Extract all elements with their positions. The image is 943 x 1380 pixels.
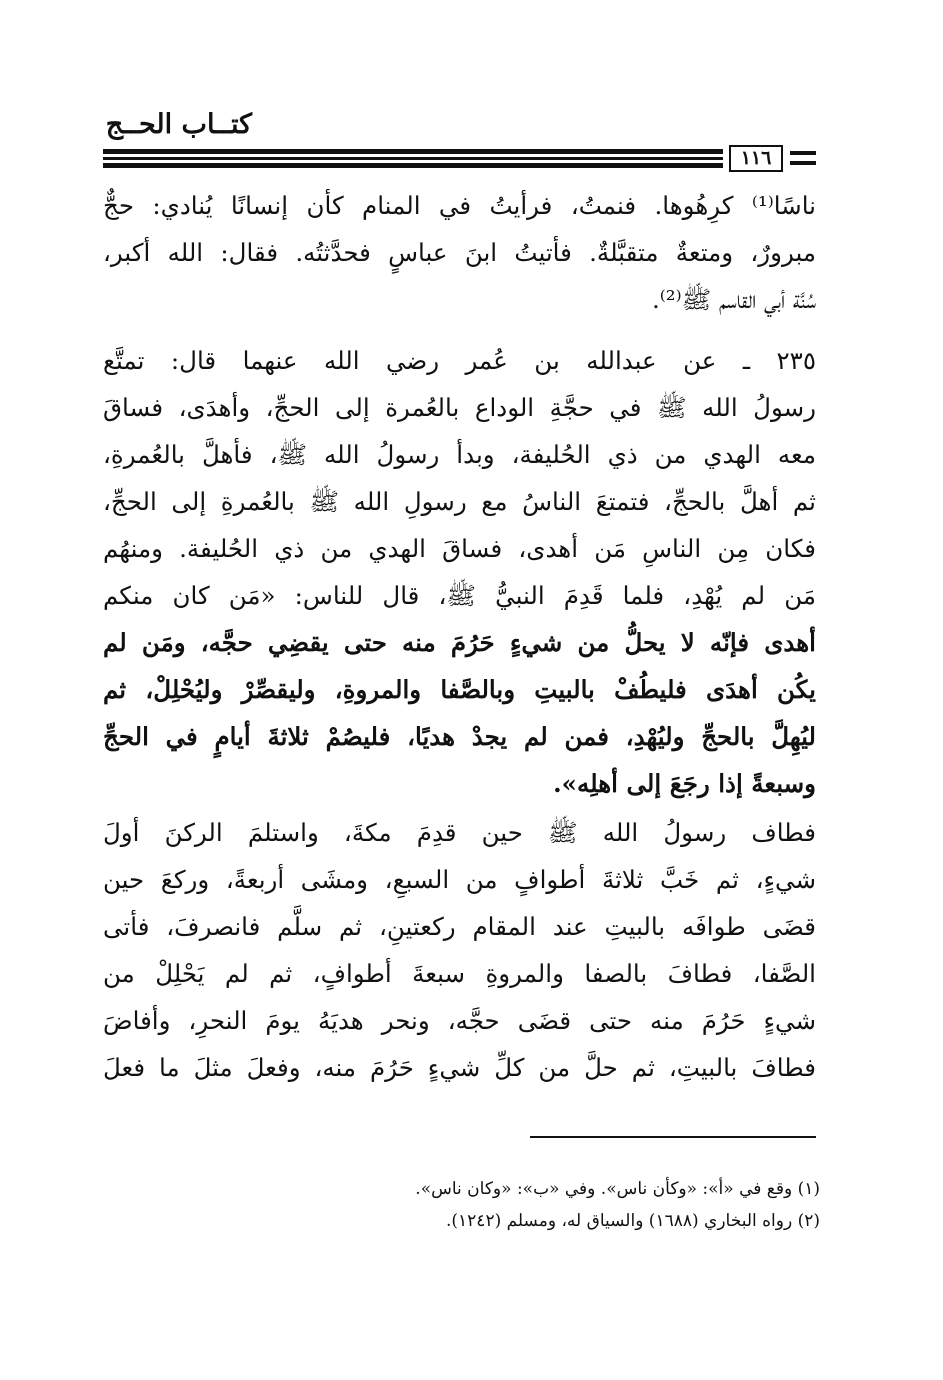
text-line-bold: أهدى فإنّه لا يحلُّ من شيءٍ حَرُمَ منه حتى يقضِي حجَّه، ومَن لم: [103, 628, 816, 657]
footnotes: [300, 1173, 820, 1237]
text-line: مبرورٌ، ومتعةٌ متقبَّلةٌ. فأتيتُ ابنَ عباسٍ فحدَّثتُه. فقال: الله أكبر،: [103, 238, 816, 267]
footnote-divider: [530, 1136, 816, 1138]
header-rule-bottom: [103, 163, 723, 168]
footnote-1: (١) وقع في «أ»: «وكأن ناس». وفي «ب»: «وكان ناس».: [415, 1179, 820, 1199]
text-line: سُنَّة أبي القاسم ﷺ⁽²⁾.: [651, 285, 816, 314]
text-line-bold: ليُهِلَّ بالحجِّ وليُهْدِ، فمن لم يجدْ هديًا، فليصُمْ ثلاثةَ أيامٍ في الحجِّ: [103, 722, 816, 751]
header-ornament-dash: [790, 161, 816, 165]
text-line: مَن لم يُهْدِ، فلما قَدِمَ النبيُّ ﷺ، قال للناس: «مَن كان منكم: [103, 581, 816, 610]
text-line: ثم أهلَّ بالحجِّ، فتمتعَ الناسُ مع رسولِ الله ﷺ بالعُمرةِ إلى الحجِّ،: [103, 487, 816, 516]
text-line: الصَّفا، فطافَ بالصفا والمروةِ سبعةَ أطوافٍ، ثم لم يَحْلِلْ من: [103, 959, 816, 988]
text-line: معه الهدي من ذي الحُليفة، وبدأ رسولُ الله ﷺ، فأهلَّ بالعُمرةِ،: [103, 440, 816, 469]
footnote-2: (٢) رواه البخاري (١٦٨٨) والسياق له، ومسلم (١٢٤٢).: [446, 1211, 820, 1231]
text-line: شيءٍ حَرُمَ منه حتى قضَى حجَّه، ونحر هديَهُ يومَ النحرِ، وأفاضَ: [103, 1006, 816, 1035]
text-line: ناسًا⁽¹⁾ كرِهُوها. فنمتُ، فرأيتُ في المنام كأن إنسانًا يُنادي: حجٌّ: [103, 191, 816, 220]
paragraph-3: [103, 809, 816, 1091]
text-line-bold: وسبعةً إذا رجَعَ إلى أهلِه».: [553, 769, 816, 798]
hadith-235: [103, 337, 816, 807]
header-rule-middle: [103, 157, 723, 160]
header-rule-top: [103, 149, 723, 154]
page-number: ١١٦: [729, 145, 783, 172]
text-line: رسولُ الله ﷺ في حجَّةِ الوداع بالعُمرة إلى الحجِّ، وأهدَى، فساقَ: [103, 393, 816, 422]
text-line: ٢٣٥ ـ عن عبدالله بن عُمر رضي الله عنهما قال: تمتَّع: [103, 346, 816, 375]
text-line-bold: يكُن أهدَى فليطُفْ بالبيتِ وبالصَّفا والمروةِ، وليقصِّرْ وليُحْلِلْ، ثم: [103, 675, 816, 704]
text-line: فطافَ بالبيتِ، ثم حلَّ من كلِّ شيءٍ حَرُمَ منه، وفعلَ مثلَ ما فعلَ: [103, 1053, 816, 1082]
text-line: قضَى طوافَه بالبيتِ عند المقام ركعتينِ، ثم سلَّم فانصرفَ، فأتى: [103, 912, 816, 941]
running-title: كتــاب الحــج: [105, 109, 252, 140]
text-line: فكان مِن الناسِ مَن أهدى، فساقَ الهدي من ذي الحُليفة. ومنهُم: [103, 534, 816, 563]
paragraph-1: [103, 182, 816, 323]
text-line: فطاف رسولُ الله ﷺ حين قدِمَ مكةَ، واستلمَ الركنَ أولَ: [103, 818, 816, 847]
text-line: شيءٍ، ثم خَبَّ ثلاثةَ أطوافٍ من السبعِ، ومشَى أربعةً، وركعَ حين: [103, 865, 816, 894]
header-ornament-dash: [790, 151, 816, 155]
